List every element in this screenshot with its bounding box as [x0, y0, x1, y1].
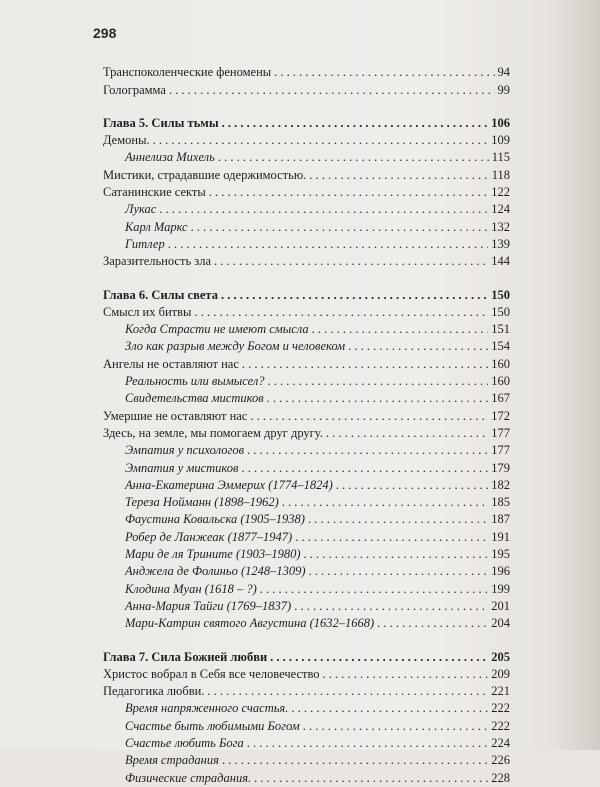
toc-entry	[103, 338, 510, 355]
dot-leader	[250, 408, 488, 425]
dot-leader	[294, 598, 488, 615]
toc-entry-page: 160	[491, 356, 510, 371]
toc-entry-page: 151	[491, 322, 510, 337]
toc-entry	[103, 528, 510, 545]
toc-entry-page: 222	[491, 718, 510, 733]
toc-entry-title: Мари де ля Тринитe (1903–1980)	[125, 547, 301, 562]
dot-leader	[323, 666, 489, 683]
toc-entry-title: Анна-Мария Тайги (1769–1837)	[125, 598, 292, 613]
toc-entry	[103, 166, 510, 183]
dot-leader	[295, 529, 488, 546]
dot-leader	[218, 149, 489, 166]
dot-leader	[214, 253, 488, 270]
toc-entry-page: 222	[491, 701, 510, 716]
toc-entry-page: 191	[491, 529, 510, 544]
toc-entry-title: Свидетельства мистиков	[125, 391, 264, 406]
toc-entry-page: 118	[491, 167, 510, 182]
dot-leader	[194, 304, 488, 321]
table-of-contents	[103, 64, 510, 787]
dot-leader	[221, 287, 488, 304]
toc-entry	[103, 425, 510, 442]
toc-entry-page: 122	[491, 185, 510, 200]
toc-entry-title: Мистики, страдавшие одержимостью.	[103, 167, 307, 182]
toc-entry	[103, 580, 510, 597]
dot-leader	[222, 115, 489, 132]
dot-leader	[242, 356, 488, 373]
toc-entry-page: 204	[491, 616, 510, 631]
toc-entry	[103, 666, 510, 683]
toc-entry-title: Педагогика любви.	[103, 684, 205, 699]
toc-entry-title: Анна-Екатерина Эммерих (1774–1824)	[125, 477, 333, 492]
toc-entry-title: Фаустина Ковальска (1905–1938)	[125, 512, 305, 527]
toc-entry-page: 154	[491, 339, 510, 354]
dot-leader	[291, 700, 488, 717]
dot-leader	[282, 494, 488, 511]
toc-entry	[103, 752, 510, 769]
toc-entry-page: 172	[491, 408, 510, 423]
toc-entry-page: 201	[491, 598, 510, 613]
toc-entry-title: Мари-Катрин святого Августина (1632–1668)	[125, 616, 375, 631]
toc-entry-title: Лукас	[125, 202, 157, 217]
toc-entry-page: 139	[491, 236, 510, 251]
toc-entry	[103, 373, 510, 390]
toc-chapter-heading	[103, 115, 510, 132]
toc-entry	[103, 149, 510, 166]
dot-leader	[159, 201, 488, 218]
dot-leader	[348, 338, 488, 355]
dot-leader	[254, 770, 488, 787]
toc-entry-page: 209	[491, 666, 510, 681]
toc-entry-page: 132	[491, 219, 510, 234]
dot-leader	[247, 442, 488, 459]
toc-entry-page: 160	[491, 374, 510, 389]
toc-entry-page: 177	[491, 443, 510, 458]
dot-leader	[303, 718, 488, 735]
toc-entry-title: Сатанинские секты	[103, 185, 206, 200]
dot-leader	[209, 184, 488, 201]
dot-leader	[168, 236, 489, 253]
toc-entry-title: Ангелы не оставляют нас	[103, 356, 239, 371]
toc-entry-title: Робер де Ланжеак (1877–1947)	[125, 529, 293, 544]
toc-entry-page: 177	[491, 425, 510, 440]
toc-entry-title: Клодина Муан (1618 – ?)	[125, 581, 257, 596]
toc-entry	[103, 700, 510, 717]
toc-entry	[103, 459, 510, 476]
toc-entry-title: Умершие не оставляют нас	[103, 408, 248, 423]
toc-entry-page: 199	[491, 581, 510, 596]
toc-entry	[103, 184, 510, 201]
toc-entry-page: 106	[491, 115, 510, 130]
dot-leader	[312, 321, 489, 338]
page-number: 298	[93, 25, 117, 41]
section-gap	[103, 632, 510, 648]
toc-entry	[103, 201, 510, 218]
toc-entry-title: Глава 6. Силы света	[103, 287, 218, 302]
toc-entry	[103, 355, 510, 372]
toc-entry	[103, 81, 510, 98]
dot-leader	[309, 167, 488, 184]
toc-entry	[103, 477, 510, 494]
dot-leader	[326, 425, 488, 442]
toc-entry-page: 115	[491, 150, 510, 165]
toc-entry-title: Счастье быть любимыми Богом	[125, 718, 300, 733]
dot-leader	[309, 563, 489, 580]
toc-entry	[103, 253, 510, 270]
toc-entry-page: 144	[491, 254, 510, 269]
toc-entry	[103, 683, 510, 700]
dot-leader	[222, 752, 488, 769]
toc-entry-page: 179	[491, 460, 510, 475]
dot-leader	[270, 649, 488, 666]
toc-entry-page: 185	[491, 495, 510, 510]
section-gap	[103, 99, 510, 115]
toc-entry-page: 99	[497, 82, 510, 97]
dot-leader	[267, 390, 489, 407]
toc-entry-page: 124	[491, 202, 510, 217]
toc-entry-title: Счастье любить Бога	[125, 735, 244, 750]
section-gap	[103, 270, 510, 286]
toc-entry	[103, 769, 510, 786]
toc-entry-title: Демоны.	[103, 133, 150, 148]
toc-entry-title: Время страдания	[125, 753, 219, 768]
toc-entry-page: 182	[491, 477, 510, 492]
toc-entry-title: Время напряженного счастья.	[125, 701, 289, 716]
toc-entry-title: Смысл их битвы	[103, 304, 192, 319]
toc-entry-title: Реальность или вымысел?	[125, 374, 265, 389]
toc-entry-title: Голограмма	[103, 82, 166, 97]
toc-entry	[103, 390, 510, 407]
toc-entry-title: Глава 7. Сила Божией любви	[103, 649, 268, 664]
toc-entry-page: 150	[491, 287, 510, 302]
toc-entry-title: Эмпатия у психологов	[125, 443, 245, 458]
toc-entry-page: 228	[491, 770, 510, 785]
toc-entry-title: Глава 5. Силы тьмы	[103, 115, 219, 130]
dot-leader	[191, 219, 489, 236]
toc-entry	[103, 717, 510, 734]
toc-entry-page: 109	[491, 133, 510, 148]
toc-entry	[103, 546, 510, 563]
toc-entry	[103, 598, 510, 615]
toc-entry-page: 195	[491, 547, 510, 562]
toc-entry	[103, 132, 510, 149]
toc-entry-title: Тереза Нойманн (1898–1962)	[125, 495, 279, 510]
dot-leader	[336, 477, 488, 494]
dot-leader	[169, 82, 495, 99]
toc-entry-title: Анджела де Фолиньо (1248–1309)	[125, 564, 306, 579]
toc-entry	[103, 615, 510, 632]
toc-entry-title: Заразительность зла	[103, 254, 211, 269]
toc-entry-page: 205	[491, 649, 510, 664]
toc-entry-title: Здесь, на земле, мы помогаем друг другу.	[103, 425, 323, 440]
toc-entry	[103, 321, 510, 338]
toc-entry-title: Эмпатия у мистиков	[125, 460, 239, 475]
toc-entry-page: 150	[491, 304, 510, 319]
toc-entry	[103, 236, 510, 253]
toc-entry	[103, 735, 510, 752]
dot-leader	[308, 511, 488, 528]
dot-leader	[241, 460, 488, 477]
dot-leader	[260, 581, 488, 598]
toc-entry	[103, 304, 510, 321]
toc-entry-page: 226	[491, 753, 510, 768]
toc-chapter-heading	[103, 648, 510, 665]
toc-entry-title: Когда Страсти не имеют смысла	[125, 322, 309, 337]
dot-leader	[274, 64, 494, 81]
toc-entry-page: 221	[491, 684, 510, 699]
toc-entry-title: Транспоколенческие феномены	[103, 65, 272, 80]
toc-entry	[103, 218, 510, 235]
toc-entry-page: 224	[491, 735, 510, 750]
dot-leader	[247, 735, 489, 752]
toc-entry	[103, 407, 510, 424]
toc-entry-page: 94	[497, 65, 510, 80]
toc-chapter-heading	[103, 286, 510, 303]
toc-entry-page: 196	[491, 564, 510, 579]
dot-leader	[153, 132, 489, 149]
dot-leader	[268, 373, 489, 390]
toc-entry-title: Аннелиза Михель	[125, 150, 215, 165]
toc-entry	[103, 563, 510, 580]
toc-entry-page: 167	[491, 391, 510, 406]
dot-leader	[207, 683, 488, 700]
toc-entry-title: Гитлер	[125, 236, 165, 251]
toc-entry	[103, 494, 510, 511]
dot-leader	[377, 615, 488, 632]
toc-entry-title: Христос вобрал в Себя все человечество	[103, 666, 320, 681]
toc-entry-title: Физические страдания.	[125, 770, 252, 785]
toc-entry	[103, 511, 510, 528]
toc-entry-page: 187	[491, 512, 510, 527]
toc-entry-title: Карл Маркс	[125, 219, 188, 234]
toc-entry	[103, 442, 510, 459]
toc-entry-title: Зло как разрыв между Богом и человеком	[125, 339, 346, 354]
toc-entry	[103, 64, 510, 81]
dot-leader	[304, 546, 489, 563]
